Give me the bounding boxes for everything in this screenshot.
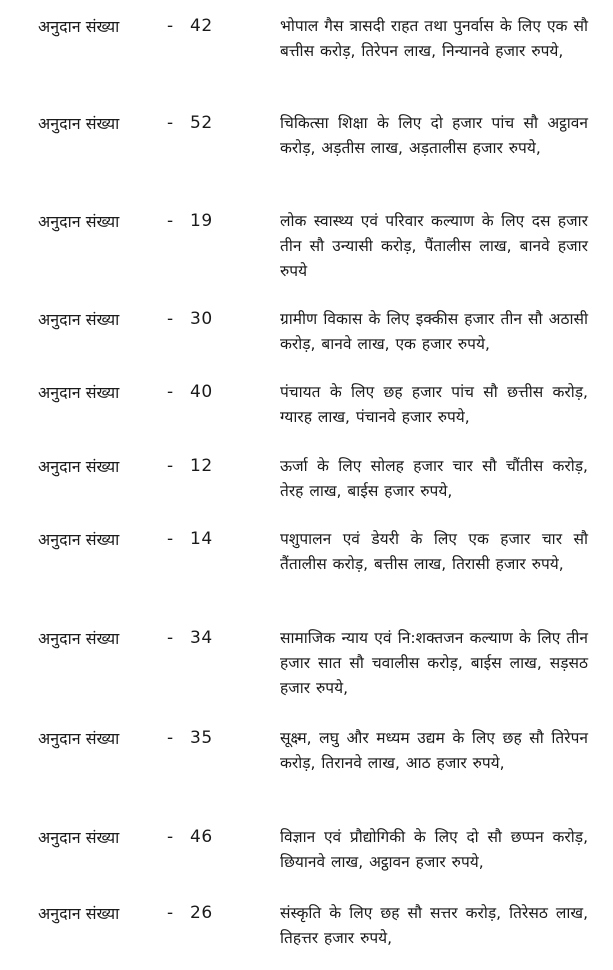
grant-description: भोपाल गैस त्रासदी राहत तथा पुनर्वास के लिए एक सौ बत्तीस करोड़, तिरेपन लाख, निन्यानवे हजार रुपये, xyxy=(280,17,588,60)
grant-description: लोक स्वास्थ्य एवं परिवार कल्याण के लिए दस हजार तीन सौ उन्यासी करोड़, पैंतालीस लाख, बानवे हजार रुपये xyxy=(280,212,588,280)
grant-number: 26 xyxy=(190,903,213,923)
grant-dash: - xyxy=(167,728,174,748)
grant-label: अनुदान संख्या xyxy=(38,729,120,748)
grant-number: 30 xyxy=(190,309,213,329)
grant-dash: - xyxy=(167,309,174,329)
grant-dash: - xyxy=(167,628,174,648)
grant-description: चिकित्सा शिक्षा के लिए दो हजार पांच सौ अट्ठावन करोड़, अड़तीस लाख, अड़तालीस हजार रुपये, xyxy=(280,114,588,157)
grant-number: 46 xyxy=(190,827,213,847)
grant-dash: - xyxy=(167,211,174,231)
grant-label: अनुदान संख्या xyxy=(38,457,120,476)
grant-description: ग्रामीण विकास के लिए इक्कीस हजार तीन सौ अठासी करोड़, बानवे लाख, एक हजार रुपये, xyxy=(280,310,588,353)
grant-label: अनुदान संख्या xyxy=(38,114,120,133)
grant-dash: - xyxy=(167,16,174,36)
grant-label: अनुदान संख्या xyxy=(38,904,120,923)
grant-number: 14 xyxy=(190,529,213,549)
grant-label: अनुदान संख्या xyxy=(38,530,120,549)
grant-label: अनुदान संख्या xyxy=(38,17,120,36)
grant-number: 34 xyxy=(190,628,213,648)
grant-dash: - xyxy=(167,903,174,923)
grant-number: 40 xyxy=(190,382,213,402)
grant-dash: - xyxy=(167,113,174,133)
grant-dash: - xyxy=(167,382,174,402)
grant-dash: - xyxy=(167,529,174,549)
grant-label: अनुदान संख्या xyxy=(38,828,120,847)
grant-label: अनुदान संख्या xyxy=(38,212,120,231)
grant-dash: - xyxy=(167,827,174,847)
grant-label: अनुदान संख्या xyxy=(38,310,120,329)
grant-description: सूक्ष्म, लघु और मध्यम उद्यम के लिए छह सौ तिरेपन करोड़, तिरानवे लाख, आठ हजार रुपये, xyxy=(280,729,588,772)
grant-dash: - xyxy=(167,456,174,476)
grant-number: 19 xyxy=(190,211,213,231)
grant-description: पंचायत के लिए छह हजार पांच सौ छत्तीस करोड़, ग्यारह लाख, पंचानवे हजार रुपये, xyxy=(280,383,588,426)
grant-label: अनुदान संख्या xyxy=(38,383,120,402)
grant-description: सामाजिक न्याय एवं नि:शक्तजन कल्याण के लिए तीन हजार सात सौ चवालीस करोड़, बाईस लाख, सड़सठ हजार रुपये, xyxy=(280,629,588,697)
grant-description: संस्कृति के लिए छह सौ सत्तर करोड़, तिरेसठ लाख, तिहत्तर हजार रुपये, xyxy=(280,904,588,947)
grant-number: 42 xyxy=(190,16,213,36)
grant-description: विज्ञान एवं प्रौद्योगिकी के लिए दो सौ छप्पन करोड़, छियानवे लाख, अट्ठावन हजार रुपये, xyxy=(280,828,588,871)
grant-number: 52 xyxy=(190,113,213,133)
grant-description: पशुपालन एवं डेयरी के लिए एक हजार चार सौ तैंतालीस करोड़, बत्तीस लाख, तिरासी हजार रुपये, xyxy=(280,530,588,573)
grant-number: 12 xyxy=(190,456,213,476)
grant-description: ऊर्जा के लिए सोलह हजार चार सौ चौंतीस करोड़, तेरह लाख, बाईस हजार रुपये, xyxy=(280,457,588,500)
grant-number: 35 xyxy=(190,728,213,748)
grant-label: अनुदान संख्या xyxy=(38,629,120,648)
